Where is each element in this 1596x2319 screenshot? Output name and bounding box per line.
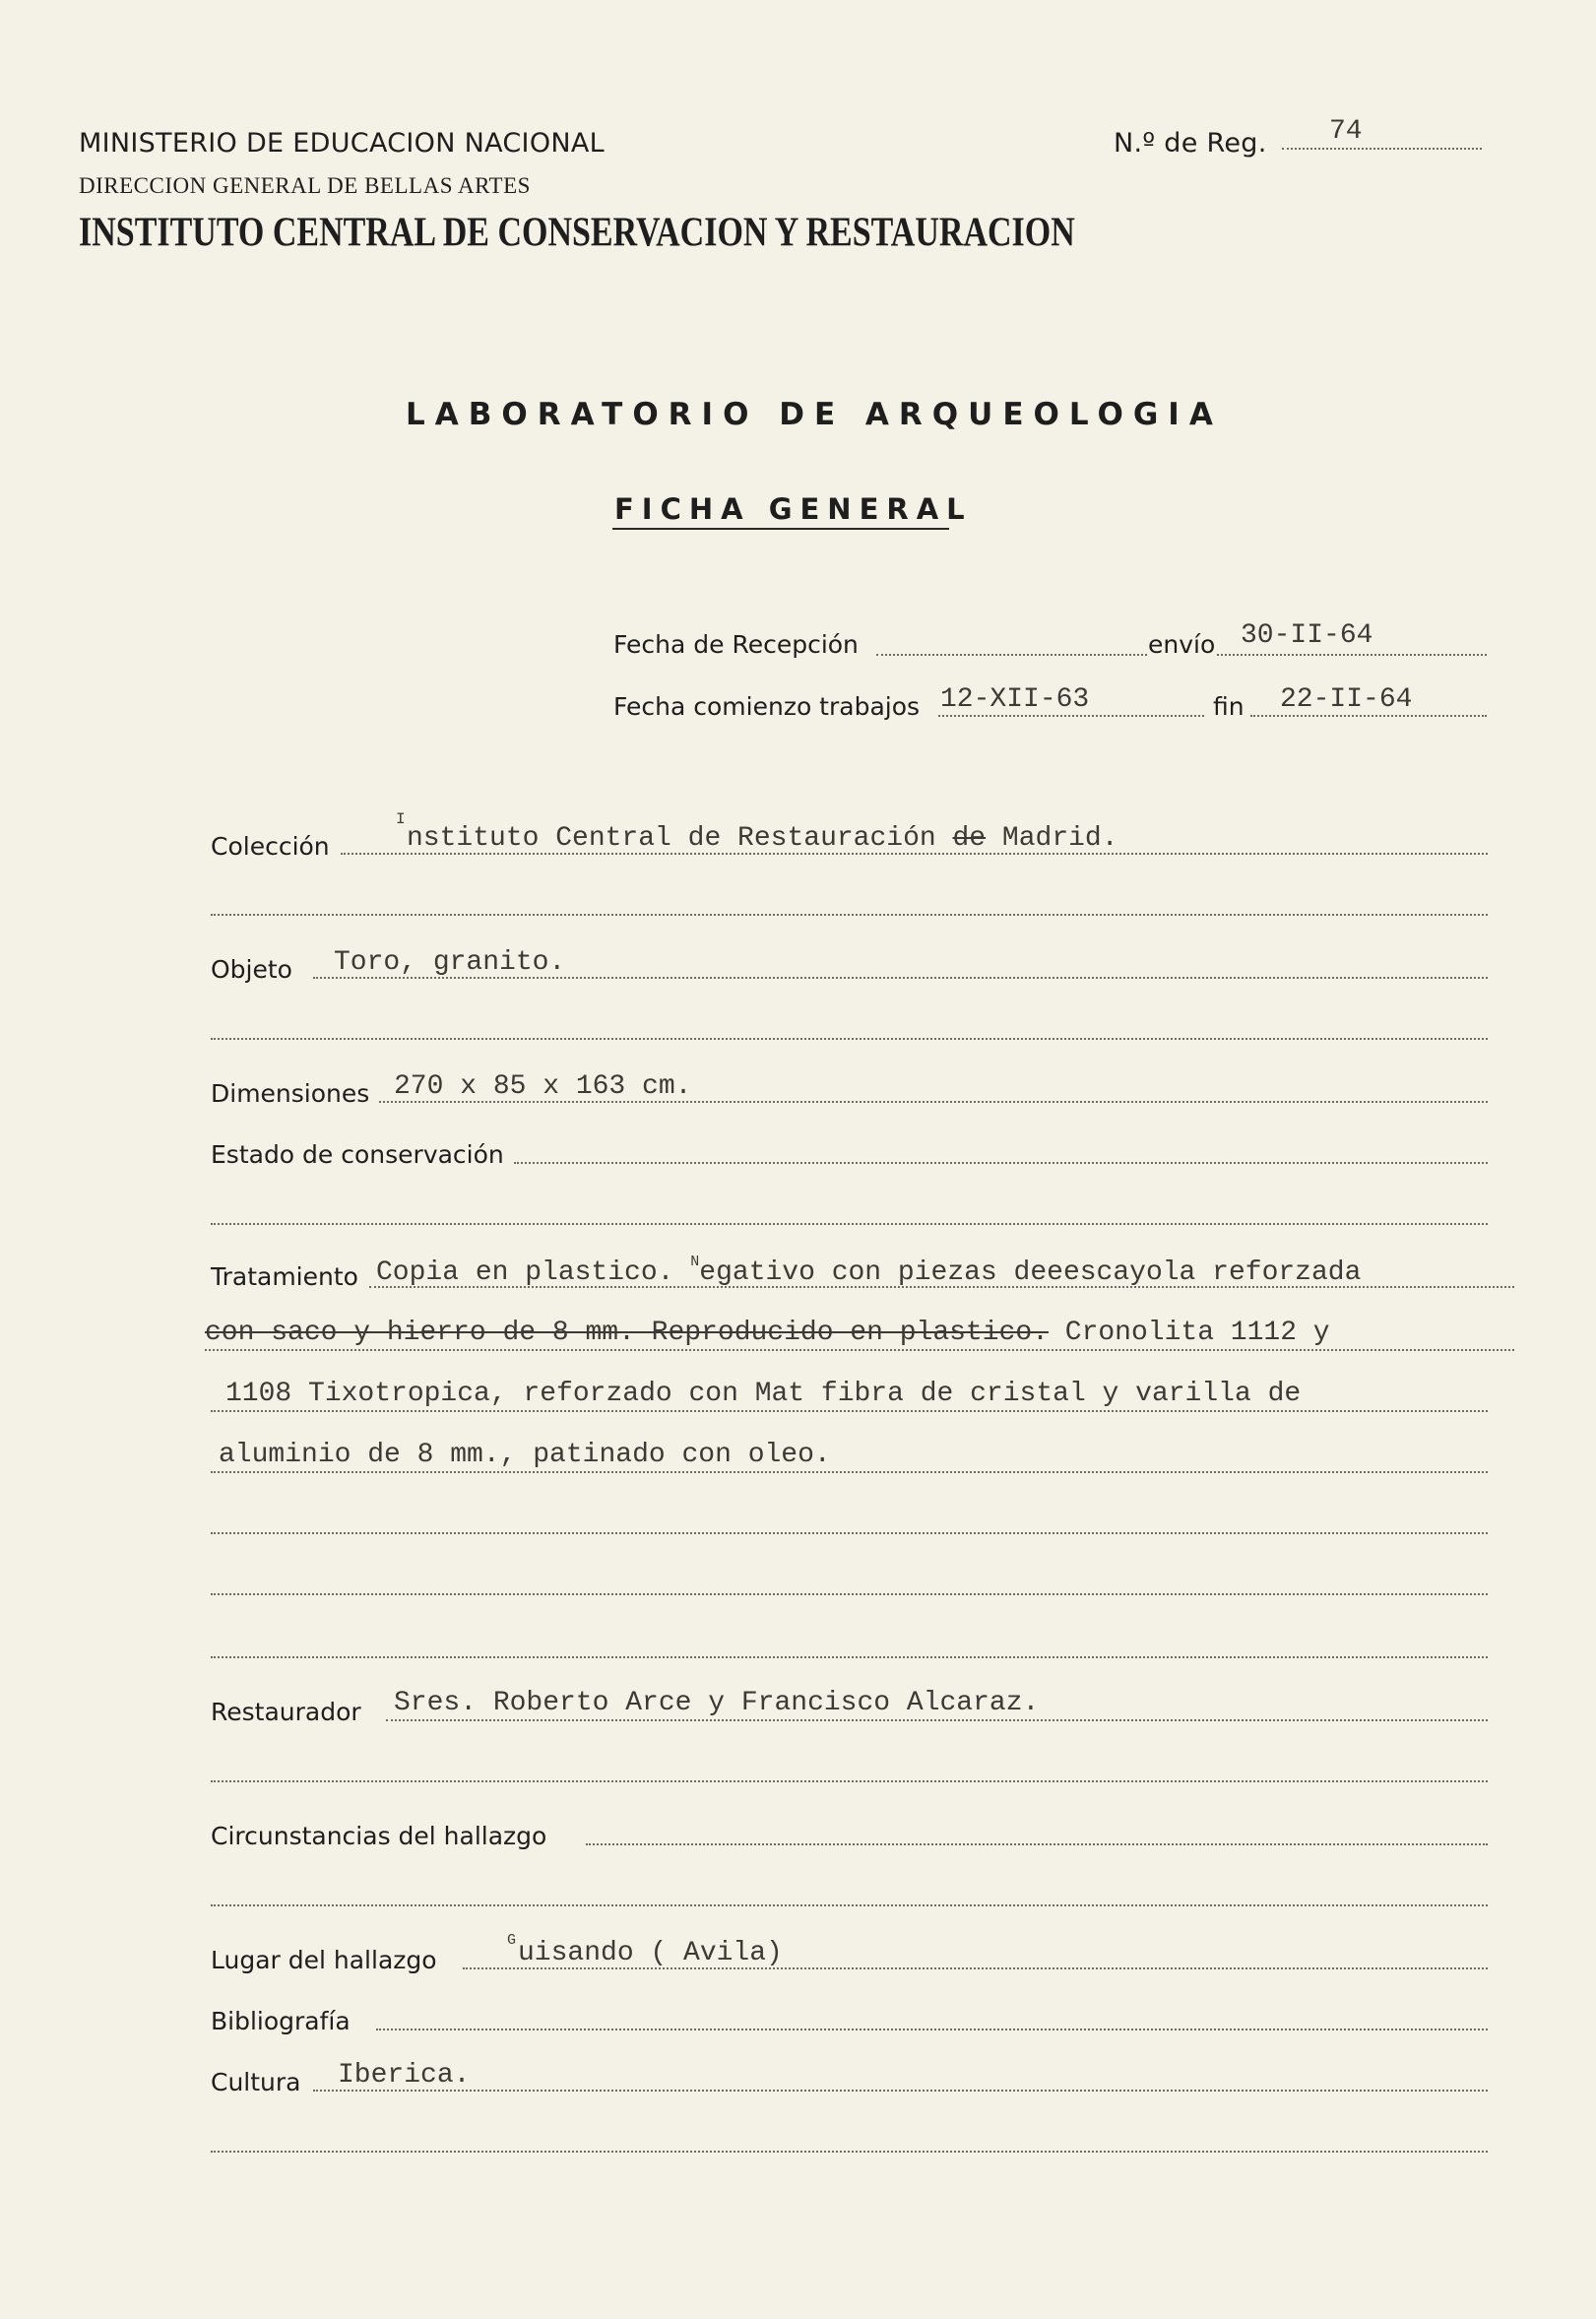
place-handwritten-mark: G (507, 1932, 517, 1949)
restorer-line (386, 1719, 1488, 1721)
treatment-label: Tratamiento (211, 1262, 358, 1291)
treatment-value-4: aluminio de 8 mm., patinado con oleo. (219, 1440, 831, 1470)
treatment-handwritten-mark: N (690, 1254, 700, 1270)
dimensions-value: 270 x 85 x 163 cm. (394, 1071, 692, 1102)
collection-value (407, 823, 1118, 854)
treatment-line-3 (211, 1410, 1488, 1412)
place-value: uisando ( Avila) (518, 1938, 783, 1968)
start-date-value: 12-XII-63 (940, 684, 1090, 715)
registration-line (1282, 148, 1482, 150)
direction-heading: DIRECCION GENERAL DE BELLAS ARTES (79, 173, 531, 198)
collection-text: nstituto Central de Restauración (407, 823, 936, 854)
collection-extra-line (211, 914, 1488, 916)
collection-struck-text: de (952, 823, 987, 854)
reception-date-line (876, 654, 1147, 656)
start-date-line (938, 715, 1204, 717)
treatment-value-1 (376, 1254, 1361, 1288)
reception-date-label: Fecha de Recepción (613, 630, 859, 659)
treatment-value-3: 1108 Tixotropica, reforzado con Mat fibra de cristal y varilla de (225, 1379, 1302, 1409)
collection-text-end: Madrid. (1001, 823, 1118, 854)
registration-number: 74 (1329, 116, 1363, 147)
condition-line (514, 1162, 1488, 1164)
condition-extra-line (211, 1223, 1488, 1225)
registration-label: N.º de Reg. (1114, 128, 1267, 159)
institute-heading: INSTITUTO CENTRAL DE CONSERVACION Y RESTAURACION (79, 210, 1075, 256)
place-label: Lugar del hallazgo (211, 1946, 437, 1974)
circumstances-extra-line (211, 1904, 1488, 1906)
treatment-text-2: Cronolita 1112 y (1064, 1318, 1330, 1348)
treatment-value-2 (205, 1318, 1330, 1348)
treatment-struck-text: con saco y hierro de 8 mm. Reproducido en plastico. (205, 1318, 1049, 1348)
laboratory-title: LABORATORIO DE ARQUEOLOGIA (406, 397, 1223, 432)
shipment-date-value: 30-II-64 (1241, 620, 1373, 651)
bibliography-line (376, 2029, 1488, 2030)
culture-label: Cultura (211, 2068, 301, 2096)
culture-value: Iberica. (338, 2060, 471, 2091)
treatment-text-1b: egativo con piezas deeescayola reforzada (699, 1257, 1362, 1288)
end-date-label: fin (1213, 692, 1245, 721)
collection-label: Colección (211, 832, 330, 861)
end-date-line (1250, 715, 1487, 717)
object-label: Objeto (211, 955, 292, 984)
circumstances-line (586, 1843, 1488, 1845)
bibliography-label: Bibliografía (211, 2007, 351, 2035)
shipment-date-line (1217, 654, 1487, 656)
treatment-line-5 (211, 1532, 1488, 1534)
object-value: Toro, granito. (334, 947, 566, 978)
ministry-heading: MINISTERIO DE EDUCACION NACIONAL (79, 128, 605, 159)
end-date-value: 22-II-64 (1280, 684, 1413, 715)
treatment-line-2 (205, 1349, 1514, 1351)
culture-line (313, 2090, 1488, 2092)
treatment-line-4 (211, 1471, 1488, 1473)
condition-label: Estado de conservación (211, 1140, 504, 1169)
circumstances-label: Circunstancias del hallazgo (211, 1822, 547, 1850)
restorer-label: Restaurador (211, 1698, 361, 1726)
sheet-title-underline (612, 528, 949, 530)
object-extra-line (211, 1038, 1488, 1040)
treatment-line-6 (211, 1593, 1488, 1595)
collection-handwritten-mark: I (396, 810, 406, 828)
treatment-text-1a: Copia en plastico. (376, 1257, 674, 1288)
restorer-extra-line (211, 1780, 1488, 1782)
sheet-title: FICHA GENERAL (614, 492, 973, 526)
dimensions-label: Dimensiones (211, 1079, 370, 1108)
shipment-date-label: envío (1148, 630, 1216, 659)
treatment-line-7 (211, 1656, 1488, 1658)
restorer-value: Sres. Roberto Arce y Francisco Alcaraz. (394, 1688, 1040, 1718)
start-date-label: Fecha comienzo trabajos (613, 692, 921, 721)
culture-extra-line (211, 2151, 1488, 2153)
